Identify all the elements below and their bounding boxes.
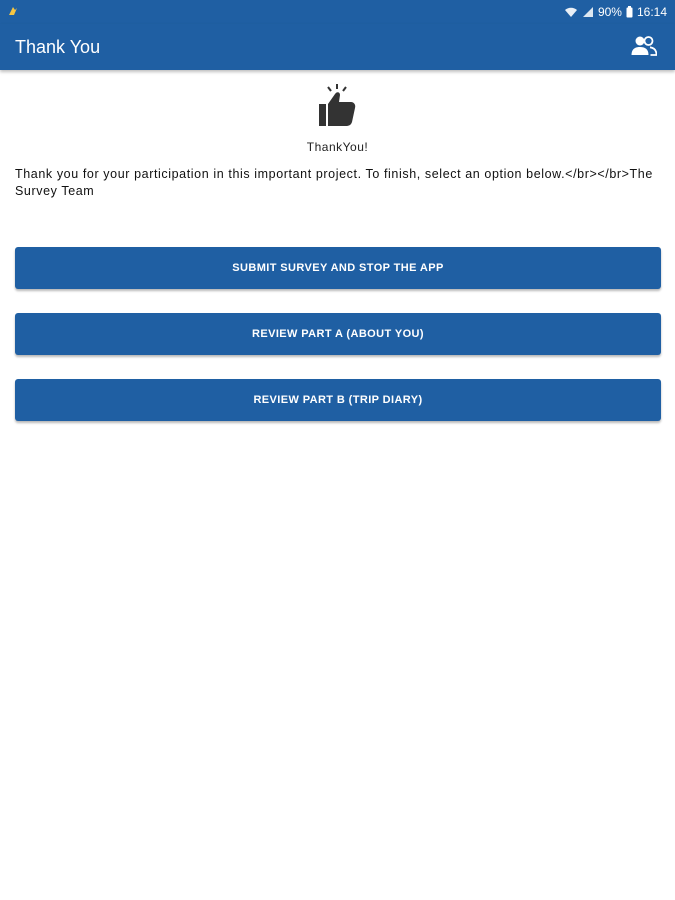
- submit-survey-button[interactable]: SUBMIT SURVEY AND STOP THE APP: [15, 247, 661, 289]
- thank-you-message: Thank you for your participation in this important project. To finish, select an option below.</br></br>The Survey Team: [15, 167, 653, 198]
- status-bar: [0, 0, 675, 24]
- wifi-icon: [564, 6, 578, 18]
- app-bar: [0, 24, 675, 70]
- users-icon[interactable]: [631, 35, 657, 57]
- page-title: Thank You: [15, 37, 101, 57]
- notification-icon: [6, 4, 20, 18]
- battery-icon: [626, 6, 633, 18]
- battery-percent: 90%: [597, 5, 622, 19]
- review-part-b-button[interactable]: REVIEW PART B (TRIP DIARY): [15, 379, 661, 421]
- status-time: 16:14: [636, 5, 667, 19]
- status-indicators: [564, 4, 667, 20]
- signal-icon: [582, 6, 594, 18]
- review-part-a-button[interactable]: REVIEW PART A (ABOUT YOU): [15, 313, 661, 355]
- thumbs-up-icon: [316, 82, 358, 128]
- thanks-caption: ThankYou!: [306, 140, 369, 154]
